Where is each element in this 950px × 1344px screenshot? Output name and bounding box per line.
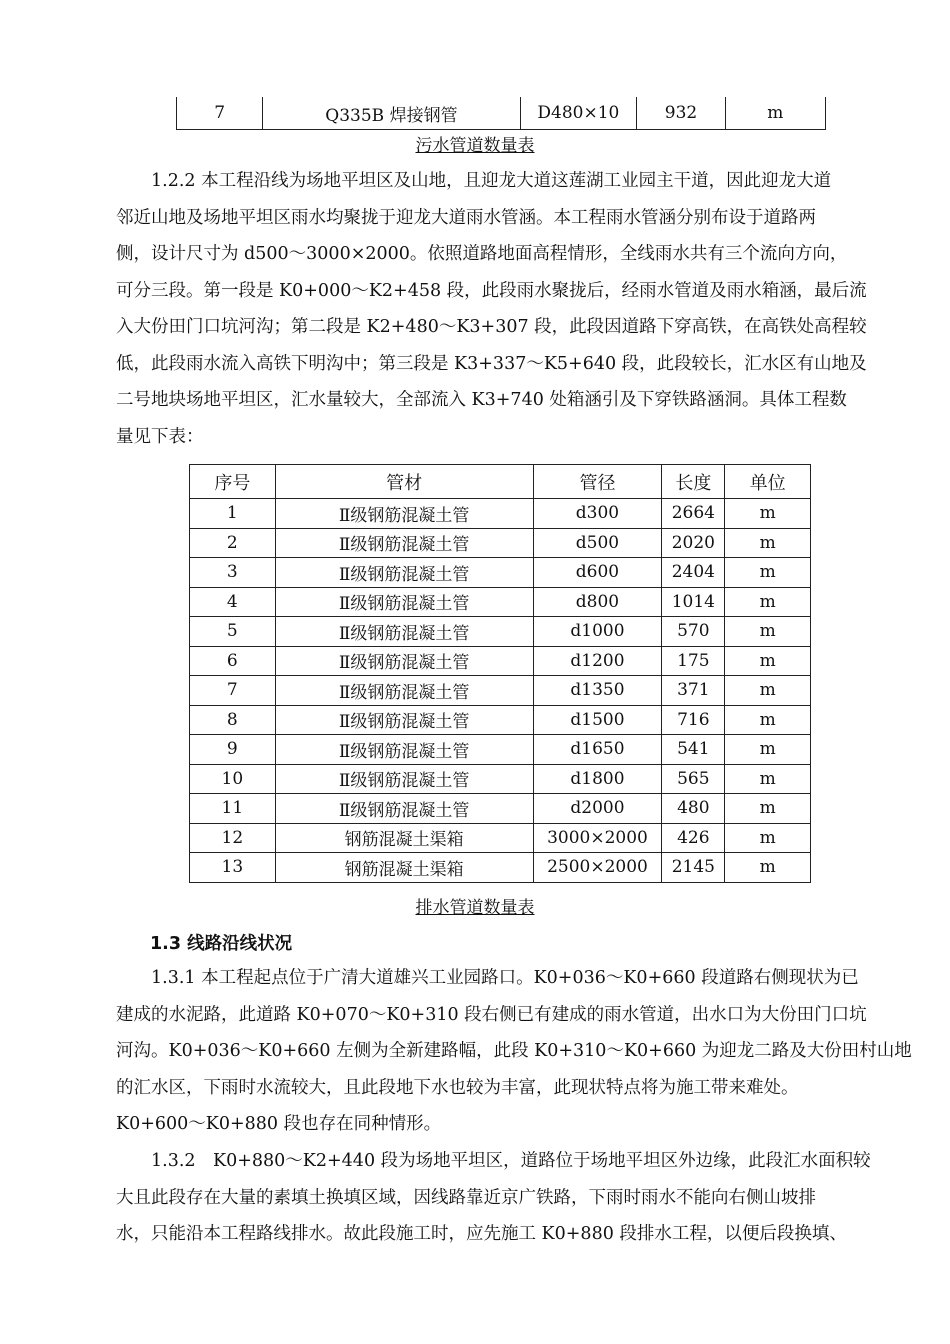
table-cell: m: [725, 853, 811, 883]
table-cell: 5: [190, 617, 276, 647]
text-line: 侧，设计尺寸为 d500～3000×2000。依照道路地面高程情形，全线雨水共有三个流向方向，: [116, 244, 848, 264]
table-cell: m: [725, 705, 811, 735]
table-cell: d1800: [533, 764, 662, 794]
table-cell: d800: [533, 587, 662, 617]
table-cell: Ⅱ级钢筋混凝土管: [275, 676, 533, 706]
table-cell: 8: [190, 705, 276, 735]
table-row: [190, 853, 811, 883]
table-cell: Ⅱ级钢筋混凝土管: [275, 794, 533, 824]
table-row: [190, 499, 811, 529]
table-cell: 371: [662, 676, 725, 706]
table-cell: m: [725, 735, 811, 765]
table-cell: 1014: [662, 587, 725, 617]
table-cell: 426: [662, 823, 725, 853]
header-cell: 单位: [725, 465, 811, 499]
table-cell: 2404: [662, 558, 725, 588]
table-cell: Ⅱ级钢筋混凝土管: [275, 499, 533, 529]
text-line: 入大份田门口坑河沟；第二段是 K2+480～K3+307 段，此段因道路下穿高铁，在高铁处高程较: [116, 317, 867, 337]
header-cell: 管径: [533, 465, 662, 499]
table-cell: 932: [637, 97, 726, 130]
table-cell: 13: [190, 853, 276, 883]
text-line: 大且此段存在大量的素填土换填区域，因线路靠近京广铁路，下雨时雨水不能向右侧山坡排: [116, 1187, 816, 1208]
text-line: 1.2.2 本工程沿线为场地平坦区及山地，且迎龙大道这莲湖工业园主干道，因此迎龙大道: [151, 171, 832, 191]
table-cell: 9: [190, 735, 276, 765]
table-cell: d500: [533, 528, 662, 558]
table-cell: 3000×2000: [533, 823, 662, 853]
table-cell: m: [725, 676, 811, 706]
table-cell: 10: [190, 764, 276, 794]
table-cell: 2664: [662, 499, 725, 529]
text-line: K0+600～K0+880 段也存在同种情形。: [116, 1114, 442, 1134]
table-cell: 541: [662, 735, 725, 765]
table-cell: 12: [190, 823, 276, 853]
table-cell: 570: [662, 617, 725, 647]
table-cell: d1350: [533, 676, 662, 706]
table-cell: m: [725, 558, 811, 588]
table-cell: 2: [190, 528, 276, 558]
table-cell: 716: [662, 705, 725, 735]
table-header-row: [190, 465, 811, 499]
paragraph-1-3-2: [116, 1143, 891, 1253]
table-row: [177, 97, 826, 130]
table-cell: 钢筋混凝土渠箱: [275, 823, 533, 853]
table-cell: 175: [662, 646, 725, 676]
text-line: 水，只能沿本工程路线排水。故此段施工时，应先施工 K0+880 段排水工程，以便后段换填、: [116, 1224, 847, 1244]
table-cell: m: [725, 764, 811, 794]
table-cell: Ⅱ级钢筋混凝土管: [275, 617, 533, 647]
paragraph-1-3-1: [116, 960, 912, 1143]
table-cell: m: [725, 617, 811, 647]
table-cell: d1200: [533, 646, 662, 676]
table-row: [190, 558, 811, 588]
table-row: [190, 705, 811, 735]
table-cell: d1500: [533, 705, 662, 735]
text-line: 的汇水区，下雨时水流较大，且此段地下水也较为丰富，此现状特点将为施工带来难处。: [116, 1077, 799, 1098]
table-cell: 3: [190, 558, 276, 588]
table-cell: Ⅱ级钢筋混凝土管: [275, 558, 533, 588]
table-row: [190, 823, 811, 853]
text-line: 可分三段。第一段是 K0+000～K2+458 段，此段雨水聚拢后，经雨水管道及雨水箱涵，最后流: [116, 280, 867, 301]
table-cell: 钢筋混凝土渠箱: [275, 853, 533, 883]
sewage-table-caption: 污水管道数量表: [415, 136, 535, 156]
table-cell: 565: [662, 764, 725, 794]
table-cell: Ⅱ级钢筋混凝土管: [275, 587, 533, 617]
header-cell: 管材: [275, 465, 533, 499]
table-cell: 2145: [662, 853, 725, 883]
table-body: [190, 499, 811, 883]
table-cell: Ⅱ级钢筋混凝土管: [275, 646, 533, 676]
table-cell: 1: [190, 499, 276, 529]
sewage-pipe-table-fragment: [176, 97, 826, 130]
table-cell: 2020: [662, 528, 725, 558]
table-cell: Ⅱ级钢筋混凝土管: [275, 735, 533, 765]
text-line: 低，此段雨水流入高铁下明沟中；第三段是 K3+337～K5+640 段，此段较长，汇水区有山地及: [116, 353, 867, 374]
table-row: [190, 587, 811, 617]
paragraph-1-2-2: [116, 163, 891, 455]
table-row: [190, 735, 811, 765]
text-line: 河沟。K0+036～K0+660 左侧为全新建路幅，此段 K0+310～K0+660 为迎龙二路及大份田村山地: [116, 1041, 912, 1061]
table-row: [190, 676, 811, 706]
table-cell: 6: [190, 646, 276, 676]
table-cell: 2500×2000: [533, 853, 662, 883]
table-cell: 11: [190, 794, 276, 824]
table-cell: m: [725, 646, 811, 676]
table-cell: 7: [177, 97, 263, 130]
table-row: [190, 764, 811, 794]
table-row: [190, 528, 811, 558]
text-line: 量见下表：: [116, 426, 204, 447]
table-cell: m: [725, 794, 811, 824]
header-cell: 序号: [190, 465, 276, 499]
table-cell: d600: [533, 558, 662, 588]
text-line: 建成的水泥路，此道路 K0+070～K0+310 段右侧已有建成的雨水管道，出水口为大份田门口坑: [116, 1004, 867, 1025]
text-line: 邻近山地及场地平坦区雨水均聚拢于迎龙大道雨水管涵。本工程雨水管涵分别布设于道路两: [116, 207, 816, 228]
drainage-table-caption: 排水管道数量表: [415, 898, 535, 918]
table-cell: m: [725, 823, 811, 853]
drainage-pipe-table: [189, 464, 811, 883]
section-heading: 1.3 线路沿线状况: [150, 934, 293, 954]
table-cell: d300: [533, 499, 662, 529]
text-line: 1.3.1 本工程起点位于广清大道雄兴工业园路口。K0+036～K0+660 段道路右侧现状为已: [151, 968, 859, 988]
table-cell: d2000: [533, 794, 662, 824]
table-cell: d1000: [533, 617, 662, 647]
table-cell: 7: [190, 676, 276, 706]
table-cell: Ⅱ级钢筋混凝土管: [275, 764, 533, 794]
table-cell: m: [725, 97, 825, 130]
table-cell: Ⅱ级钢筋混凝土管: [275, 705, 533, 735]
table-cell: 4: [190, 587, 276, 617]
header-cell: 长度: [662, 465, 725, 499]
table-row: [190, 794, 811, 824]
table-cell: m: [725, 587, 811, 617]
text-line: 1.3.2 K0+880～K2+440 段为场地平坦区，道路位于场地平坦区外边缘，此段汇水面积较: [151, 1151, 871, 1171]
table-cell: Ⅱ级钢筋混凝土管: [275, 528, 533, 558]
table-cell: m: [725, 528, 811, 558]
table-row: [190, 617, 811, 647]
table-cell: Q335B 焊接钢管: [263, 97, 520, 130]
table-cell: D480×10: [520, 97, 637, 130]
table-cell: d1650: [533, 735, 662, 765]
text-line: 二号地块场地平坦区，汇水量较大，全部流入 K3+740 处箱涵引及下穿铁路涵洞。具体工程数: [116, 390, 847, 410]
table-row: [190, 646, 811, 676]
table-cell: 480: [662, 794, 725, 824]
table-cell: m: [725, 499, 811, 529]
